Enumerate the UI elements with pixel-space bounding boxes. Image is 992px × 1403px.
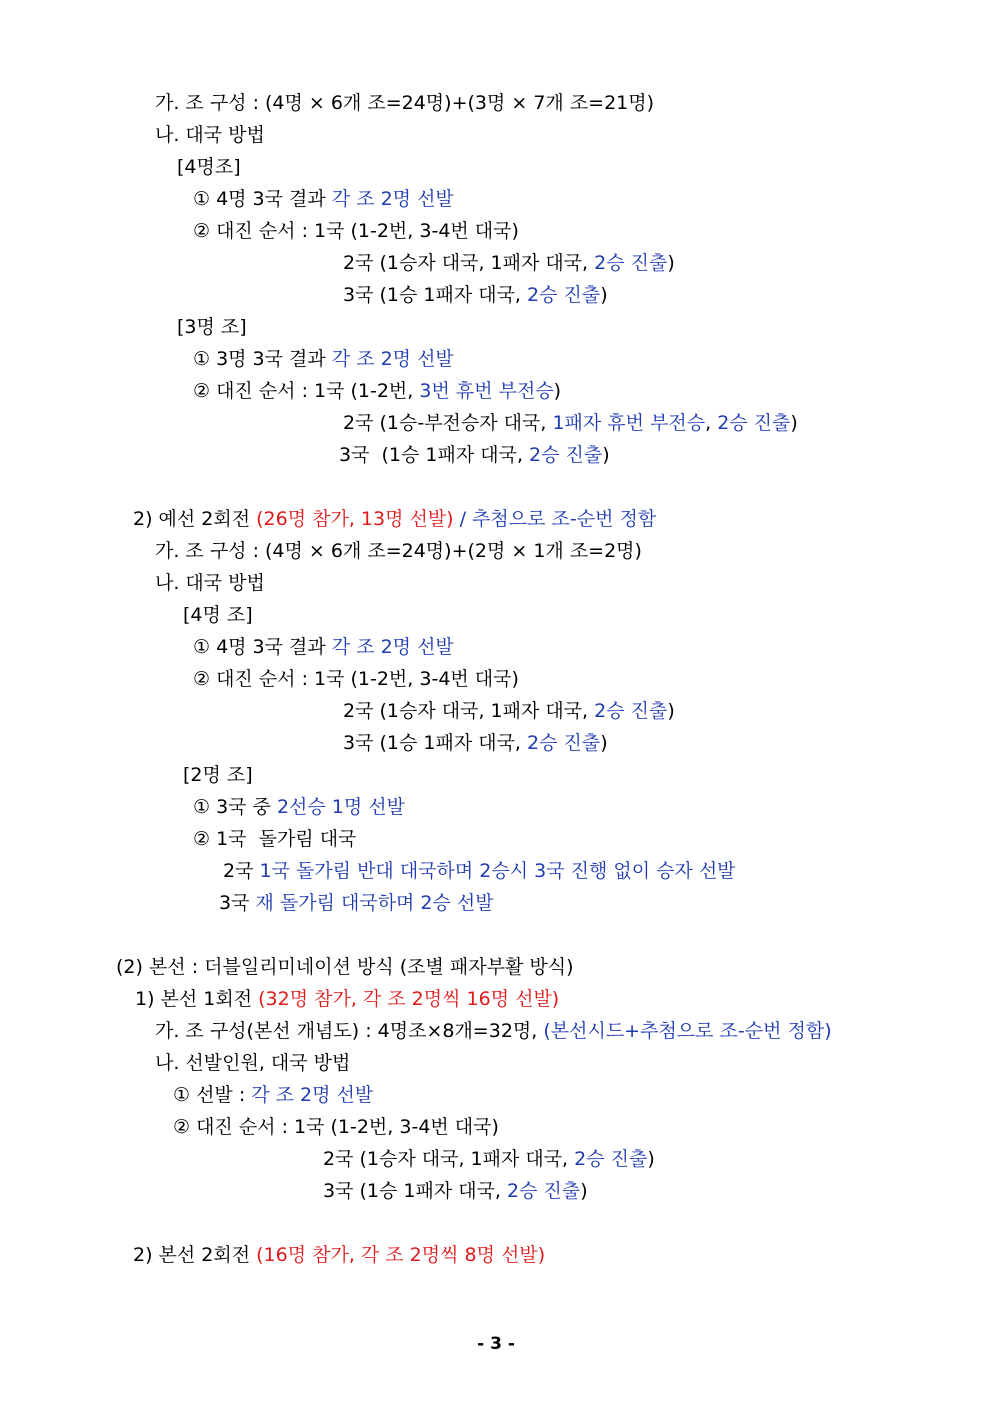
text-segment-blue: 2승 진출 [574,1148,648,1170]
text-segment: ① 3명 3국 결과 [193,348,332,370]
text-segment: 3국 (1승 1패자 대국, [343,284,527,306]
text-line [343,251,675,275]
text-line [323,1147,655,1171]
text-segment: ) [667,700,675,722]
text-segment: 3국 [219,892,256,914]
text-line [343,283,608,307]
text-line [339,443,610,467]
text-segment: ) [580,1180,588,1202]
text-line [133,507,656,531]
text-line [223,859,736,883]
text-segment: 3국 (1승 1패자 대국, [323,1180,507,1202]
text-line [173,1115,499,1139]
text-segment-blue: 각 조 2명 선발 [331,636,454,658]
text-segment: ) [600,284,608,306]
text-segment: [4명조] [177,156,241,178]
text-segment: 가. 조 구성 : (4명 × 6개 조=24명)+(2명 × 1개 조=2명) [155,540,642,562]
text-segment: 3국 (1승 1패자 대국, [343,732,527,754]
text-line [155,1019,832,1043]
text-segment: ① 4명 3국 결과 [193,636,332,658]
page-number: - 3 - [477,1334,515,1354]
text-line [177,155,241,179]
text-line [343,731,608,755]
text-segment: 2국 (1승자 대국, 1패자 대국, [343,252,595,274]
text-line [183,763,253,787]
text-segment: 2국 (1승-부전승자 대국, [343,412,553,434]
text-line [155,571,265,595]
text-segment: 나. 대국 방법 [155,124,265,146]
text-line [116,955,574,979]
text-segment: [4명 조] [183,604,253,626]
text-segment: [3명 조] [177,316,247,338]
text-line [173,1083,373,1107]
text-line [177,315,247,339]
text-segment: ② 대진 순서 : 1국 (1-2번, [193,380,420,402]
text-segment: 나. 대국 방법 [155,572,265,594]
text-segment: 2국 (1승자 대국, 1패자 대국, [343,700,595,722]
text-line [193,379,561,403]
text-line [193,219,519,243]
text-segment: ) [553,380,562,402]
text-segment-blue: 재 돌가림 대국하며 2승 선발 [255,892,494,914]
text-line [193,347,454,371]
text-segment-blue: 각 조 2명 선발 [331,348,454,370]
text-segment: 2국 (1승자 대국, 1패자 대국, [323,1148,575,1170]
text-segment-blue: 2승 진출 [717,412,791,434]
text-line [133,1243,545,1267]
text-segment: ② 1국 돌가림 대국 [193,828,357,850]
text-line [343,699,675,723]
text-segment-blue: 2승 진출 [594,700,668,722]
text-segment-blue: (본선시드+추첨으로 조-순번 정함) [543,1020,832,1042]
text-segment-blue: 2승 진출 [594,252,668,274]
text-line [155,123,265,147]
text-line [193,667,519,691]
text-segment-blue: / 추첨으로 조-순번 정함 [453,508,657,530]
text-segment-blue: 1패자 휴번 부전승 [552,412,706,434]
text-segment: ) [602,444,610,466]
text-line [183,603,253,627]
text-line [193,827,356,851]
text-segment-blue: 2승 진출 [529,444,603,466]
text-line [155,1051,350,1075]
text-line [155,91,654,115]
text-segment-blue: 1국 돌가림 반대 대국하며 2승시 3국 진행 없이 승자 선발 [259,860,736,882]
text-segment: (2) 본선 : 더블일리미네이션 방식 (조별 패자부활 방식) [116,956,574,978]
text-segment: 나. 선발인원, 대국 방법 [155,1052,351,1074]
text-segment-blue: 3번 휴번 부전승 [419,380,554,402]
text-line [155,539,642,563]
text-line [219,891,494,915]
text-segment: ② 대진 순서 : 1국 (1-2번, 3-4번 대국) [173,1116,499,1138]
text-segment: , [705,412,718,434]
text-line [193,795,405,819]
text-segment-red: (32명 참가, 각 조 2명씩 16명 선발) [258,988,560,1010]
text-segment: ) [600,732,608,754]
text-segment: ) [790,412,798,434]
text-line [193,635,454,659]
text-segment-blue: 2승 진출 [507,1180,581,1202]
text-segment: ① 4명 3국 결과 [193,188,332,210]
text-segment-blue: 각 조 2명 선발 [251,1084,374,1106]
text-segment: ② 대진 순서 : 1국 (1-2번, 3-4번 대국) [193,668,519,690]
text-segment: 3국 (1승 1패자 대국, [339,444,530,466]
text-line [343,411,798,435]
text-segment-blue: 2승 진출 [527,284,601,306]
text-segment: 1) 본선 1회전 [135,988,259,1010]
text-segment-red: (26명 참가, 13명 선발) [256,508,454,530]
text-segment-blue: 2승 진출 [527,732,601,754]
text-segment-blue: 2선승 1명 선발 [276,796,405,818]
text-segment: [2명 조] [183,764,253,786]
text-segment: 가. 조 구성 : (4명 × 6개 조=24명)+(3명 × 7개 조=21명) [155,92,655,114]
text-segment-blue: 각 조 2명 선발 [331,188,454,210]
text-segment: 2) 본선 2회전 [133,1244,257,1266]
text-segment: 2국 [223,860,260,882]
text-segment: 가. 조 구성(본선 개념도) : 4명조×8개=32명, [155,1020,544,1042]
text-segment: 2) 예선 2회전 [133,508,257,530]
text-segment: ) [647,1148,655,1170]
text-segment: ① 3국 중 [193,796,277,818]
text-segment: ① 선발 : [173,1084,252,1106]
text-segment: ) [667,252,675,274]
text-segment: ② 대진 순서 : 1국 (1-2번, 3-4번 대국) [193,220,519,242]
text-segment-red: (16명 참가, 각 조 2명씩 8명 선발) [256,1244,546,1266]
text-line [323,1179,588,1203]
text-line [135,987,559,1011]
text-line [193,187,454,211]
